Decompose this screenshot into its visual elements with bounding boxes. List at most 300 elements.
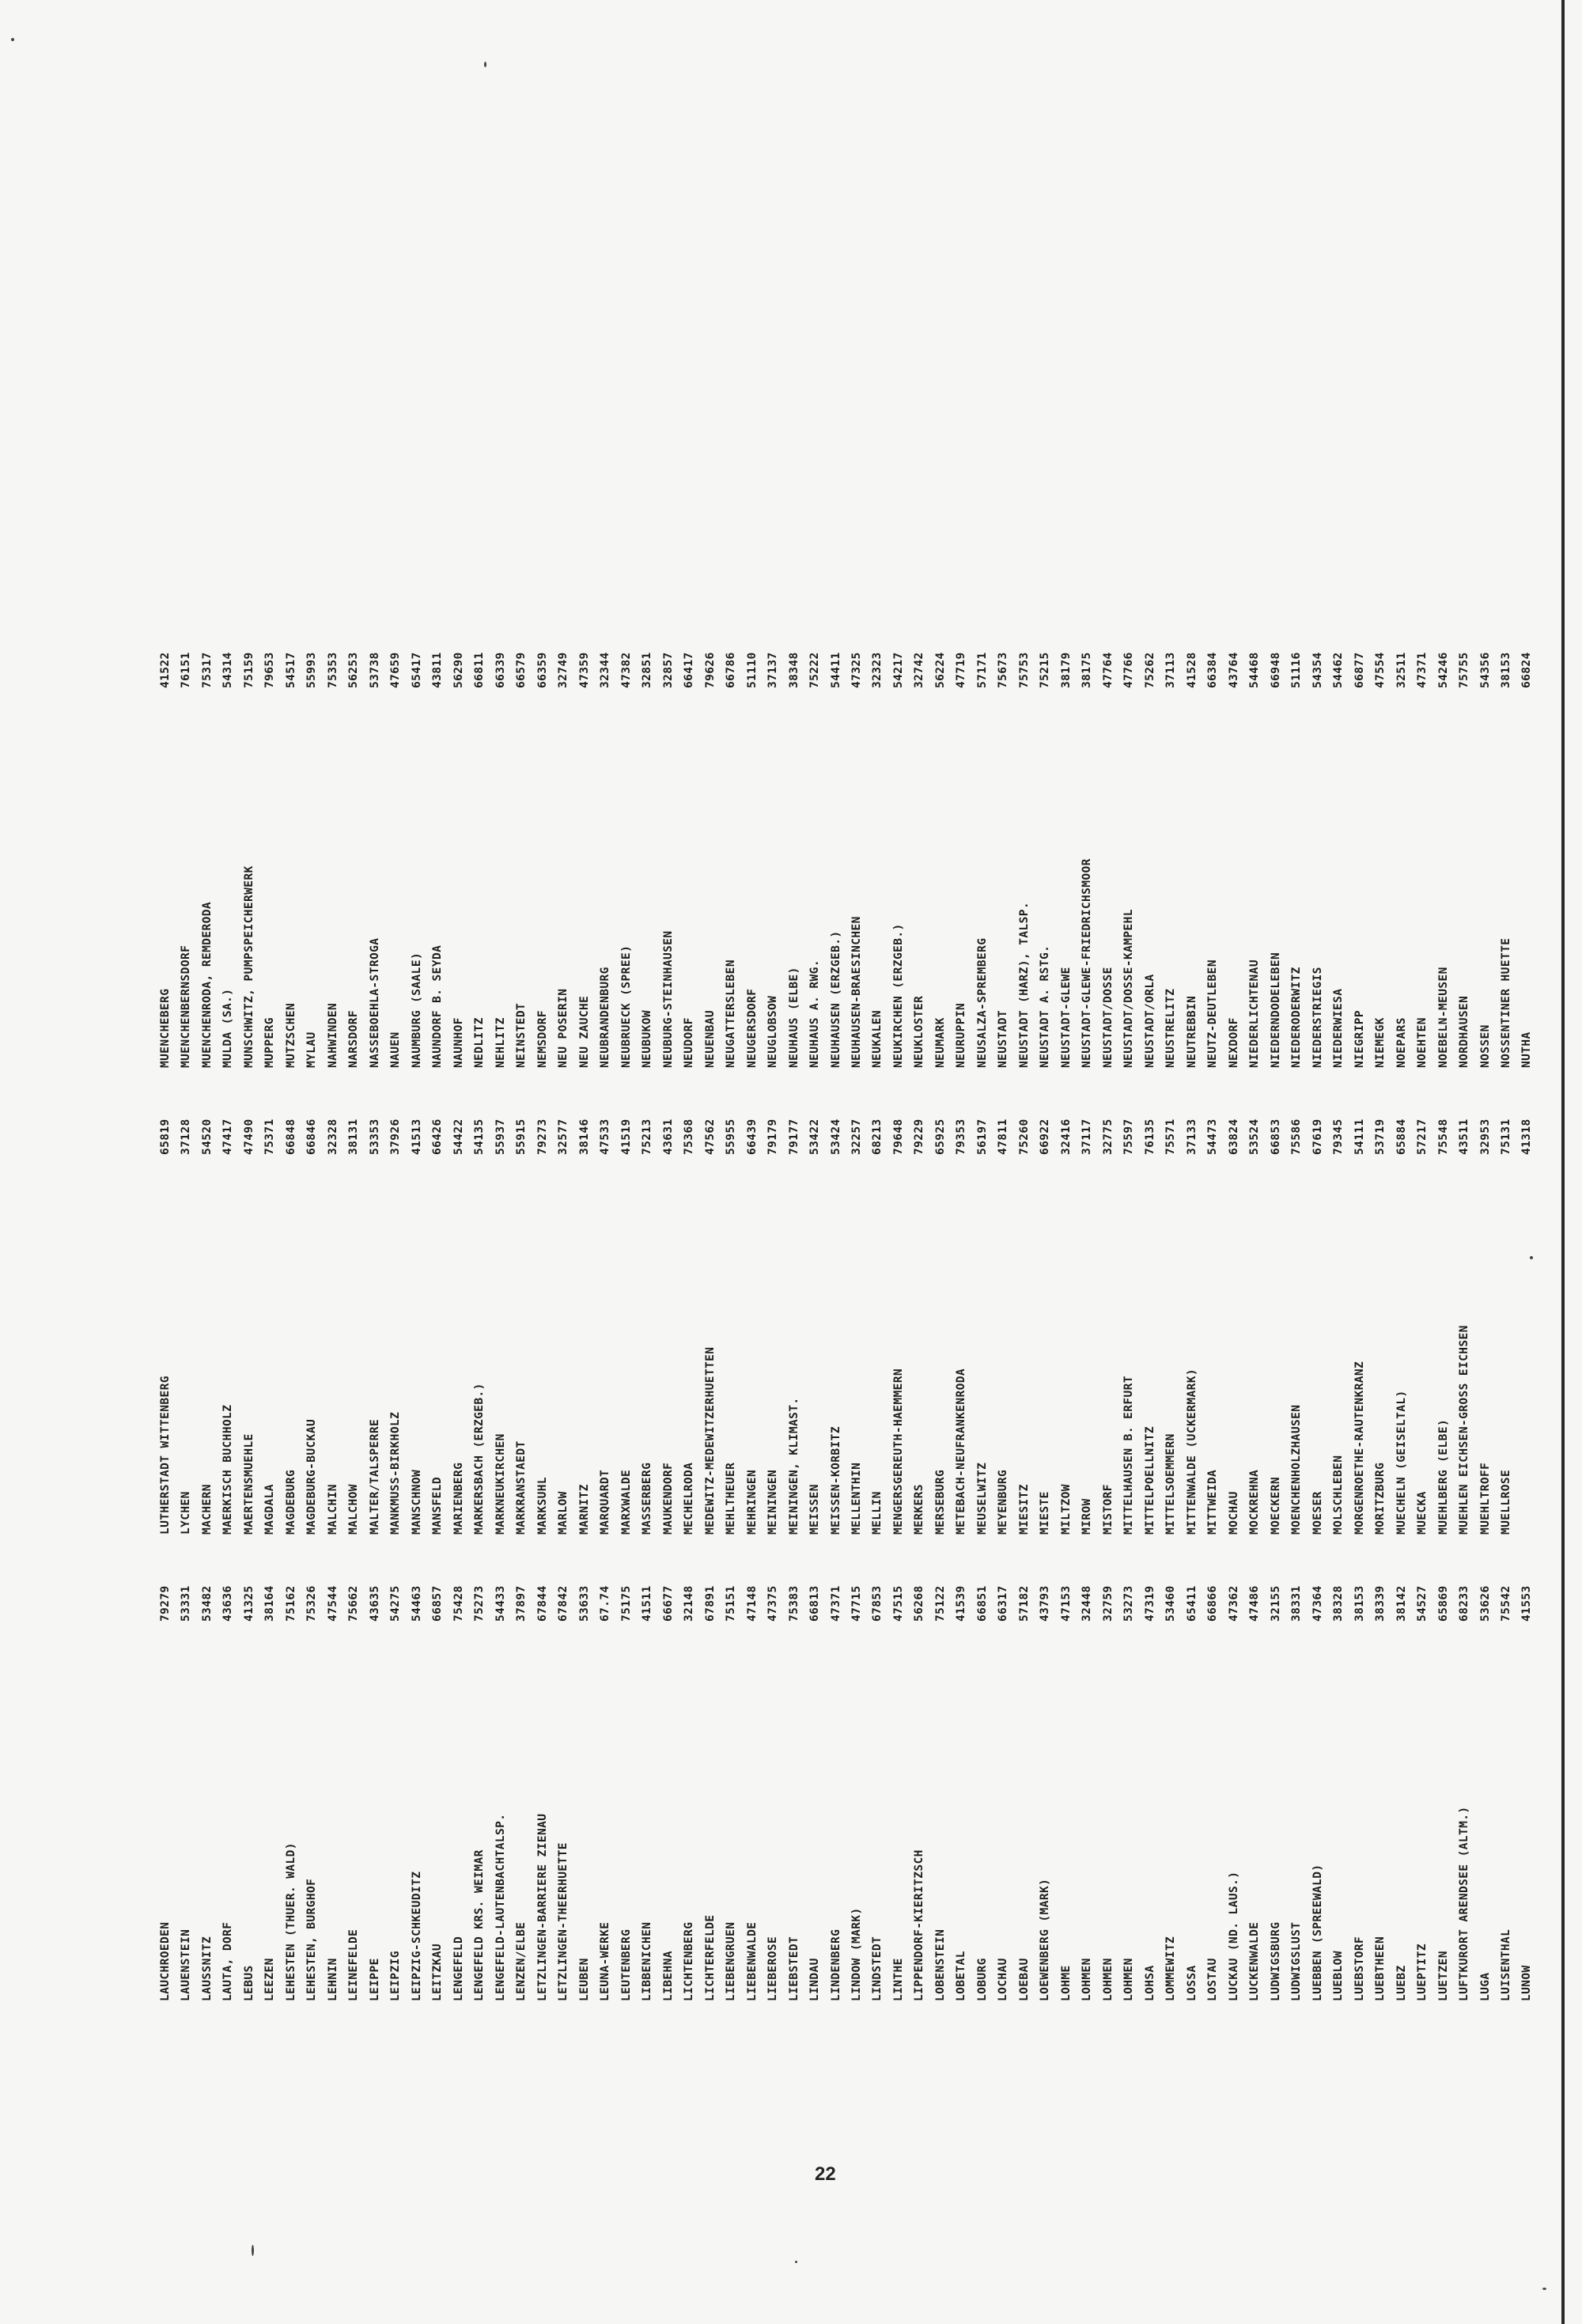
table-row [1373, 1092, 1387, 1535]
station-code: 55937 [494, 1118, 507, 1155]
station-name: NEUGATTERSLEBEN [725, 960, 738, 1068]
station-name: MUEHLEN EICHSEN-GROSS EICHSEN [1458, 1325, 1471, 1535]
station-name: NEUBRUECK (SPREE) [619, 944, 633, 1068]
table-row [536, 633, 550, 1068]
table-row [1436, 1092, 1451, 1535]
table-row [682, 1558, 696, 2001]
station-name: NEUSTRELITZ [1164, 988, 1178, 1068]
table-row [1185, 1558, 1199, 2001]
station-name: LENZEN/ELBE [515, 1921, 528, 2001]
station-code: 54246 [1436, 652, 1450, 688]
station-code: 41522 [159, 652, 172, 688]
station-name: MITTELSOEMMERN [1164, 1433, 1178, 1535]
station-code: 66877 [1353, 652, 1366, 688]
table-row [221, 633, 235, 1068]
station-name: LUISENTHAL [1500, 1928, 1512, 2001]
station-code: 54356 [1478, 652, 1492, 688]
table-row [388, 1092, 403, 1535]
table-row [766, 633, 780, 1068]
station-code: 47371 [1416, 652, 1429, 688]
station-name: NEUSTADT-GLEWE [1059, 967, 1073, 1068]
table-row [891, 633, 906, 1068]
table-row [514, 633, 528, 1068]
station-code: 47719 [955, 652, 968, 688]
station-name: LEHNIN [326, 1958, 339, 2001]
table-row [1164, 1558, 1178, 2001]
table-row [1080, 1558, 1094, 2001]
table-row [1289, 1558, 1304, 2001]
station-code: 38142 [1395, 1585, 1408, 1622]
table-row [912, 1092, 926, 1535]
station-code: 53719 [1374, 1118, 1387, 1155]
station-code: 66677 [661, 1585, 675, 1622]
table-row [221, 1558, 235, 2001]
table-row [703, 633, 717, 1068]
station-name: LUFTKURORT ARENDSEE (ALTM.) [1458, 1806, 1471, 2001]
station-code: 66426 [431, 1118, 445, 1155]
station-name: MILTZOW [1059, 1484, 1073, 1535]
table-row [179, 633, 193, 1068]
station-name: NEUTREBBIN [1185, 995, 1198, 1068]
station-name: LIEBENWALDE [745, 1921, 759, 2001]
station-code: 47359 [577, 652, 591, 688]
station-name: NEUKALEN [871, 1009, 884, 1068]
table-row [808, 1558, 822, 2001]
station-name: LOSTAU [1206, 1958, 1220, 2001]
station-name: MARKRANSTAEDT [515, 1440, 528, 1535]
table-row [1038, 633, 1052, 1068]
table-row [577, 1092, 592, 1535]
station-name: NEUBRANDENBURG [599, 967, 612, 1068]
table-row [305, 1558, 319, 2001]
station-code: 76135 [1143, 1118, 1156, 1155]
station-name: LUEBLOW [1332, 1951, 1345, 2001]
table-row [452, 1558, 466, 2001]
table-row [346, 633, 361, 1068]
station-name: NEUSALZA-SPREMBERG [975, 937, 989, 1068]
station-code: 66339 [494, 652, 507, 688]
station-name: NEMSDORF [536, 1009, 549, 1068]
station-name: MOENCHENHOLZHAUSEN [1290, 1404, 1304, 1535]
table-row [430, 1092, 445, 1535]
scan-speck [11, 38, 14, 41]
station-code: 47811 [997, 1118, 1010, 1155]
station-code: 47319 [1143, 1585, 1156, 1622]
table-row [1101, 1092, 1115, 1535]
station-code: 32742 [913, 652, 926, 688]
station-code: 47486 [1248, 1585, 1262, 1622]
table-row [1457, 1558, 1471, 2001]
table-row [598, 1092, 612, 1535]
station-name: LEUNA-WERKE [599, 1921, 612, 2001]
station-code: 38339 [1374, 1585, 1387, 1622]
station-code: 57217 [1416, 1118, 1429, 1155]
page-number: 22 [815, 2163, 836, 2185]
station-code: 57182 [1017, 1585, 1031, 1622]
station-code: 66813 [808, 1585, 822, 1622]
station-name: NEUSTADT/DOSSE [1101, 967, 1115, 1068]
station-code: 37897 [515, 1585, 528, 1622]
station-name: MAGDEBURG-BUCKAU [305, 1418, 319, 1535]
table-row [242, 1558, 256, 2001]
station-name: NEUDORF [683, 1017, 696, 1068]
station-name: LAUSSNITZ [200, 1936, 214, 2001]
station-name: MELLENTHIN [850, 1462, 863, 1535]
station-name: NEUGERSDORF [745, 988, 759, 1068]
table-row [1415, 1092, 1429, 1535]
station-code: 75353 [326, 652, 339, 688]
station-name: LUNOW [1520, 1965, 1534, 2001]
station-name: MOECKERN [1269, 1476, 1282, 1535]
station-code: 79345 [1332, 1118, 1345, 1155]
table-row [158, 633, 172, 1068]
station-code: 79626 [703, 652, 717, 688]
station-code: 75122 [933, 1585, 947, 1622]
table-row [1269, 1558, 1283, 2001]
station-name: MARKSUHL [536, 1476, 549, 1535]
table-row [472, 1558, 486, 2001]
station-code: 32511 [1395, 652, 1408, 688]
table-row [1038, 1558, 1052, 2001]
station-code: 66857 [431, 1585, 445, 1622]
station-name: LEITZKAU [431, 1943, 445, 2001]
table-row [1395, 633, 1409, 1068]
table-row [1205, 633, 1220, 1068]
table-row [912, 633, 926, 1068]
station-name: NEUBURG-STEINHAUSEN [661, 930, 675, 1068]
table-row [452, 1092, 466, 1535]
table-row [745, 633, 759, 1068]
station-name: MARKERSBACH (ERZGEB.) [473, 1383, 486, 1535]
table-row [1436, 633, 1451, 1068]
station-name: LOMMEWITZ [1164, 1936, 1178, 2001]
station-name: LOBURG [975, 1958, 989, 2001]
station-name: MUTZSCHEN [284, 1002, 297, 1068]
scan-speck [1542, 2288, 1546, 2290]
table-row [975, 1558, 990, 2001]
station-code: 47544 [326, 1585, 339, 1622]
table-row [1205, 1558, 1220, 2001]
station-name: MEDEWITZ-MEDEWITZERHUETTEN [703, 1346, 717, 1535]
station-name: MOLSCHLEBEN [1332, 1455, 1345, 1535]
station-code: 75428 [452, 1585, 465, 1622]
table-row [724, 1092, 738, 1535]
station-code: 66853 [1269, 1118, 1282, 1155]
station-name: LICHTENBERG [683, 1921, 696, 2001]
table-row [1289, 633, 1304, 1068]
station-code: 32749 [557, 652, 570, 688]
table-row [1080, 633, 1094, 1068]
table-row [996, 1092, 1010, 1535]
station-name: NEUGLOBSOW [766, 995, 780, 1068]
station-name: LIEBEROSE [766, 1936, 780, 2001]
table-row [829, 1558, 843, 2001]
station-code: 66579 [515, 652, 528, 688]
station-code: 75548 [1436, 1118, 1450, 1155]
station-code: 47766 [1122, 652, 1136, 688]
station-name: LOHSA [1143, 1965, 1156, 2001]
table-row [1247, 633, 1262, 1068]
table-row [1122, 1558, 1136, 2001]
table-row [703, 1092, 717, 1535]
table-row [975, 1092, 990, 1535]
station-code: 37128 [180, 1118, 193, 1155]
station-code: 65417 [410, 652, 423, 688]
station-code: 32323 [871, 652, 884, 688]
station-name: LEBUS [242, 1965, 255, 2001]
table-row [870, 633, 884, 1068]
station-name: MASSERBERG [641, 1462, 654, 1535]
station-code: 66439 [745, 1118, 759, 1155]
station-code: 38175 [1081, 652, 1094, 688]
table-row [661, 633, 676, 1068]
table-row [326, 633, 340, 1068]
station-name: NIEGRIPP [1353, 1009, 1366, 1068]
table-row [1478, 633, 1493, 1068]
station-code: 54354 [1311, 652, 1324, 688]
station-name: MAUKENDORF [661, 1462, 675, 1535]
table-row [1353, 1092, 1367, 1535]
station-code: 75571 [1164, 1118, 1178, 1155]
station-name: LETZLINGEN-THEERHUETTE [557, 1842, 570, 2001]
station-name: NEUHAUS A. RWG. [808, 960, 822, 1068]
station-name: MERSEBURG [933, 1469, 947, 1535]
station-name: LOSSA [1185, 1965, 1198, 2001]
table-row [619, 633, 634, 1068]
station-name: MUENCHENBERNSDORF [180, 944, 193, 1068]
table-row [263, 633, 277, 1068]
station-code: 53633 [577, 1585, 591, 1622]
station-name: NOSSEN [1478, 1024, 1492, 1068]
table-row [179, 1558, 193, 2001]
table-row [158, 1092, 172, 1535]
station-name: LAUCHROEDEN [159, 1921, 172, 2001]
station-name: LUEBZ [1395, 1965, 1408, 2001]
station-code: 32953 [1478, 1118, 1492, 1155]
table-row [1520, 633, 1534, 1068]
station-code: 47515 [891, 1585, 905, 1622]
station-name: NASSEBOEHLA-STROGA [368, 937, 381, 1068]
station-code: 38164 [263, 1585, 277, 1622]
table-row [912, 1558, 926, 2001]
station-code: 32328 [326, 1118, 339, 1155]
table-row [200, 633, 214, 1068]
station-name: NEUMARK [933, 1017, 947, 1068]
station-name: LAUENSTEIN [180, 1928, 193, 2001]
table-row [1331, 1092, 1345, 1535]
station-name: NEUSTADT-GLEWE-FRIEDRICHSMOOR [1081, 858, 1094, 1068]
station-name: MORITZBURG [1374, 1462, 1387, 1535]
station-code: 66948 [1269, 652, 1282, 688]
table-row [1395, 1558, 1409, 2001]
table-row [1038, 1092, 1052, 1535]
table-row [1520, 1558, 1534, 2001]
station-code: 47382 [619, 652, 633, 688]
table-row [1247, 1092, 1262, 1535]
station-code: 66384 [1206, 652, 1220, 688]
table-row [933, 1558, 948, 2001]
station-name: MUECHELN (GEISELTAL) [1395, 1390, 1408, 1535]
table-row [724, 1558, 738, 2001]
table-row [1478, 1558, 1493, 2001]
table-row [787, 1558, 801, 2001]
station-name: MARKNEUKIRCHEN [494, 1433, 507, 1535]
table-row [1122, 1092, 1136, 1535]
station-code: 54468 [1248, 652, 1262, 688]
station-name: NOEPARS [1395, 1017, 1408, 1068]
station-code: 47325 [850, 652, 863, 688]
station-code: 47764 [1101, 652, 1115, 688]
station-code: 47148 [745, 1585, 759, 1622]
station-code: 37117 [1081, 1118, 1094, 1155]
station-code: 37113 [1164, 652, 1178, 688]
station-code: 68213 [871, 1118, 884, 1155]
table-row [556, 1558, 570, 2001]
station-code: 47715 [850, 1585, 863, 1622]
station-code: 41553 [1520, 1585, 1534, 1622]
scan-speck [484, 62, 486, 67]
station-name: MANSFELD [431, 1476, 445, 1535]
station-name: LOCHAU [997, 1958, 1010, 2001]
table-row [661, 1558, 676, 2001]
station-name: NEUKLOSTER [913, 995, 926, 1068]
table-row [514, 1092, 528, 1535]
table-row [1395, 1092, 1409, 1535]
table-row [1457, 633, 1471, 1068]
table-row [933, 633, 948, 1068]
table-row [1269, 1092, 1283, 1535]
station-code: 68233 [1458, 1585, 1471, 1622]
station-name: MARIENBERG [452, 1462, 465, 1535]
station-name: NEUHAUSEN-BRAESINCHEN [850, 916, 863, 1068]
station-code: 65884 [1395, 1118, 1408, 1155]
table-row [452, 633, 466, 1068]
station-code: 75222 [808, 652, 822, 688]
station-name: LEIPPE [368, 1958, 381, 2001]
table-row [410, 1558, 424, 2001]
station-name: LUCKAU (ND. LAUS.) [1227, 1871, 1240, 2001]
table-row [1289, 1092, 1304, 1535]
table-row [1017, 1558, 1031, 2001]
station-name: LOEWENBERG (MARK) [1039, 1878, 1052, 2001]
station-name: MORGENROETHE-RAUTENKRANZ [1353, 1361, 1366, 1535]
station-code: 54520 [200, 1118, 214, 1155]
station-code: 47371 [829, 1585, 842, 1622]
station-name: LUCKENWALDE [1248, 1921, 1262, 2001]
station-code: 79229 [913, 1118, 926, 1155]
station-code: 38146 [577, 1118, 591, 1155]
station-code: 38348 [787, 652, 800, 688]
table-row [158, 1558, 172, 2001]
station-name: NEUHAUSEN (ERZGEB.) [829, 930, 842, 1068]
station-code: 43793 [1039, 1585, 1052, 1622]
station-code: 65819 [159, 1118, 172, 1155]
station-name: MEYENBURG [997, 1469, 1010, 1535]
station-code: 41539 [955, 1585, 968, 1622]
station-code: 41318 [1520, 1118, 1534, 1155]
station-name: NEUSTADT/DOSSE-KAMPEHL [1122, 909, 1136, 1068]
station-code: 47364 [1311, 1585, 1324, 1622]
station-code: 55915 [515, 1118, 528, 1155]
table-row [829, 633, 843, 1068]
station-name: MOCHAU [1227, 1491, 1240, 1535]
station-code: 66786 [725, 652, 738, 688]
table-row [1353, 633, 1367, 1068]
station-name: LINDOW (MARK) [850, 1907, 863, 2001]
table-row [1227, 1558, 1241, 2001]
station-name: MARXWALDE [619, 1469, 633, 1535]
table-row [891, 1092, 906, 1535]
station-code: 79177 [787, 1118, 800, 1155]
station-name: METEBACH-NEUFRANKENRODA [955, 1368, 968, 1535]
station-code: 65925 [933, 1118, 947, 1155]
station-name: LETZLINGEN-BARRIERE ZIENAU [536, 1813, 549, 2001]
table-row [1331, 633, 1345, 1068]
table-row [221, 1092, 235, 1535]
station-name: LOHMEN [1081, 1958, 1094, 2001]
station-code: 32577 [557, 1118, 570, 1155]
station-code: 43631 [661, 1118, 675, 1155]
table-row [1227, 1092, 1241, 1535]
station-name: NEXDORF [1227, 1017, 1240, 1068]
table-row [996, 1558, 1010, 2001]
station-code: 67891 [703, 1585, 717, 1622]
table-row [1059, 1558, 1073, 2001]
station-name: MECHELRODA [683, 1462, 696, 1535]
table-row [619, 1092, 634, 1535]
station-name: LEIPZIG [389, 1951, 403, 2001]
table-row [1373, 633, 1387, 1068]
table-row [388, 633, 403, 1068]
station-name: MUELLROSE [1500, 1469, 1512, 1535]
scan-speck [252, 2245, 254, 2256]
table-row [1331, 1558, 1345, 2001]
table-row [1143, 1092, 1157, 1535]
station-code: 32851 [641, 652, 654, 688]
station-code: 54527 [1416, 1585, 1429, 1622]
table-row [410, 633, 424, 1068]
station-name: MALTER/TALSPERRE [368, 1418, 381, 1535]
station-name: NEUSTADT/ORLA [1143, 974, 1156, 1068]
table-row [682, 633, 696, 1068]
table-row [975, 633, 990, 1068]
table-row [661, 1092, 676, 1535]
station-code: 75368 [683, 1118, 696, 1155]
station-name: NEUSTADT A. RSTG. [1039, 944, 1052, 1068]
station-name: LUEBBEN (SPREEWALD) [1311, 1864, 1324, 2001]
station-name: MARQUARDT [599, 1469, 612, 1535]
station-code: 43811 [431, 652, 445, 688]
table-row [1017, 633, 1031, 1068]
table-row [1059, 1092, 1073, 1535]
table-row [787, 633, 801, 1068]
station-name: LEUTENBERG [619, 1928, 633, 2001]
station-code: 75371 [263, 1118, 277, 1155]
station-name: MENGERSGEREUTH-HAEMMERN [891, 1368, 905, 1535]
table-row [808, 633, 822, 1068]
table-row [284, 633, 298, 1068]
station-name: MARNITZ [577, 1484, 591, 1535]
table-row [284, 1092, 298, 1535]
station-name: NEUSTADT (HARZ), TALSP. [1017, 902, 1031, 1068]
station-name: LUDWIGSBURG [1269, 1921, 1282, 2001]
table-row [556, 633, 570, 1068]
table-row [1122, 633, 1136, 1068]
station-name: LENGEFELD [452, 1936, 465, 2001]
station-code: 53424 [829, 1118, 842, 1155]
station-code: 54217 [891, 652, 905, 688]
table-row [1373, 1558, 1387, 2001]
